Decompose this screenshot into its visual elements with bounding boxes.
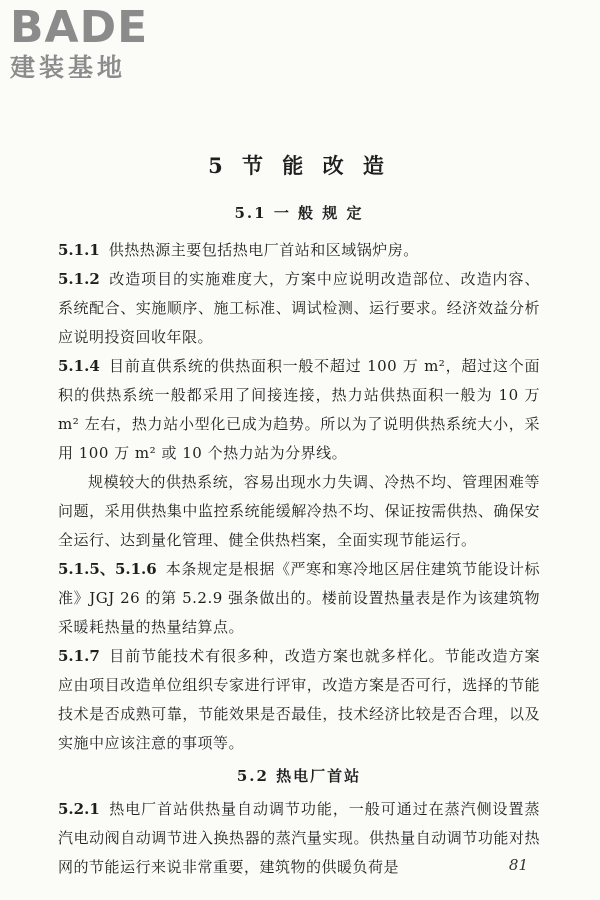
clause-number: 5.1.2 <box>58 270 100 288</box>
clause-paragraph <box>58 555 540 642</box>
clause-number: 5.1.5、5.1.6 <box>58 560 157 578</box>
clause-text: 供热热源主要包括热电厂首站和区域锅炉房。 <box>108 241 419 259</box>
clause-text: 本条规定是根据《严寒和寒冷地区居住建筑节能设计标准》JGJ 26 的第 5.2.9 强条做出的。楼前设置热量表是作为该建筑物采暖耗热量的热量结算点。 <box>58 560 540 636</box>
clause-text: 目前直供系统的供热面积一般不超过 100 万 m²，超过这个面积的供热系统一般都采用了间接连接，热力站供热面积一般为 10 万 m² 左右，热力站小型化已成为趋势。所以为了说明供热系统大小，采用 100 万 m² 或 10 个热力站为分界线。 <box>58 357 540 462</box>
section-title: 5.1 一 般 规 定 <box>234 204 364 222</box>
page-number: 81 <box>508 856 528 874</box>
clause-paragraph <box>58 642 540 758</box>
clause-paragraph <box>58 795 540 882</box>
clause-paragraph <box>58 468 540 555</box>
document-page <box>58 150 540 882</box>
clause-text: 规模较大的供热系统，容易出现水力失调、冷热不均、管理困难等问题，采用供热集中监控系统能缓解冷热不均、保证按需供热、确保安全运行、达到量化管理、健全供热档案，全面实现节能运行。 <box>58 473 540 549</box>
clause-paragraph <box>58 265 540 352</box>
clause-number: 5.1.4 <box>58 357 100 375</box>
clause-number: 5.1.1 <box>58 241 100 259</box>
clause-text: 目前节能技术有很多种，改造方案也就多样化。节能改造方案应由项目改造单位组织专家进行评审，改造方案是否可行，选择的节能技术是否成熟可靠，节能效果是否最佳，技术经济比较是否合理，以及实施中应该注意的事项等。 <box>58 647 540 752</box>
clause-paragraph <box>58 352 540 468</box>
clause-text: 改造项目的实施难度大，方案中应说明改造部位、改造内容、系统配合、实施顺序、施工标准、调试检测、运行要求。经济效益分析应说明投资回收年限。 <box>58 270 540 346</box>
logo-chinese: 建装基地 <box>10 53 127 82</box>
clause-paragraph <box>58 236 540 265</box>
chapter-title: 5 节 能 改 造 <box>208 153 390 178</box>
section-title: 5.2 热电厂首站 <box>236 767 362 785</box>
logo-latin: BADE <box>10 2 149 53</box>
clause-number: 5.1.7 <box>58 647 100 665</box>
clause-number: 5.2.1 <box>58 800 100 818</box>
logo <box>10 2 180 82</box>
clause-text: 热电厂首站供热量自动调节功能，一般可通过在蒸汽侧设置蒸汽电动阀自动调节进入换热器的蒸汽量实现。供热量自动调节功能对热网的节能运行来说非常重要，建筑物的供暖负荷是 <box>58 800 540 876</box>
